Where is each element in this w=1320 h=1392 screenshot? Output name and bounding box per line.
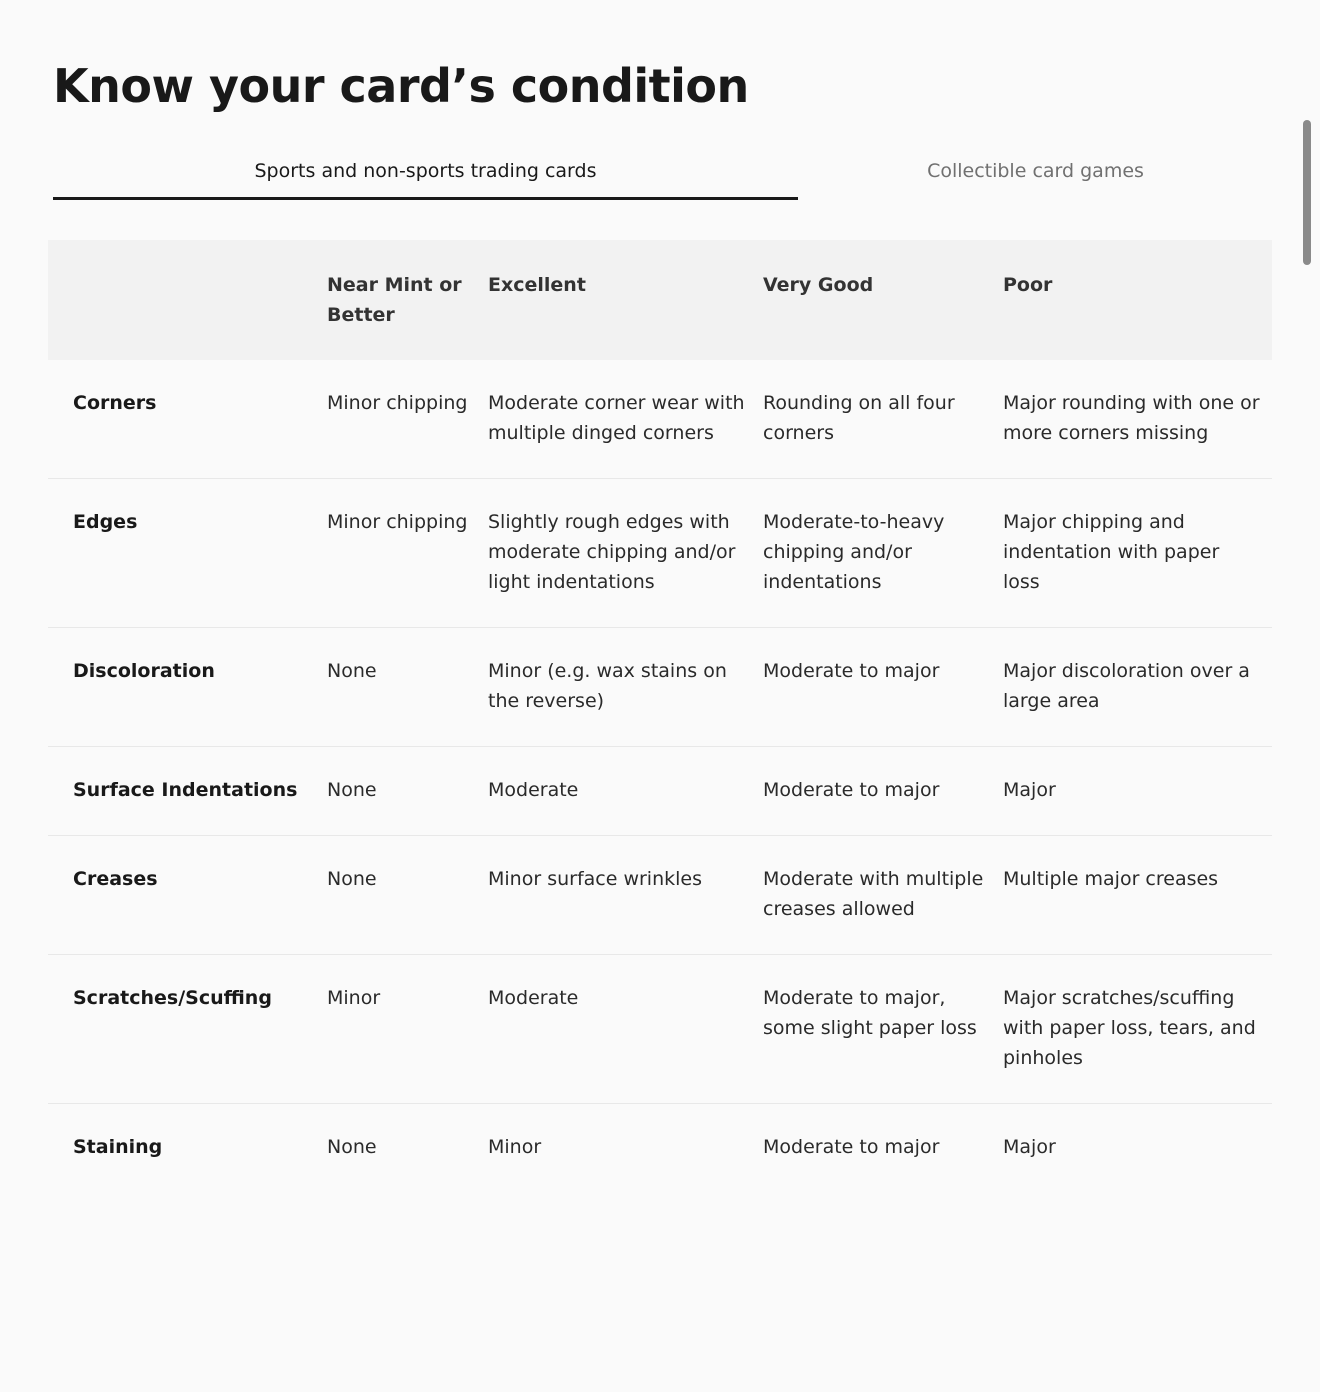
table-cell: Minor chipping <box>327 360 488 479</box>
table-cell: None <box>327 628 488 747</box>
table-cell: Major chipping and indentation with paper loss <box>1003 479 1272 628</box>
row-label: Staining <box>73 1136 163 1158</box>
row-label: Corners <box>48 360 327 479</box>
table-cell: Multiple major creases <box>1003 836 1272 955</box>
row-label: Scratches/Scuffing <box>48 955 327 1104</box>
table-cell: Major rounding with one or more corners missing <box>1003 360 1272 479</box>
table-cell: Major <box>1003 1136 1056 1158</box>
table-cell: Moderate-to-heavy chipping and/or indentations <box>763 479 1003 628</box>
table-row <box>48 836 1272 955</box>
table-cell: Moderate with multiple creases allowed <box>763 836 1003 955</box>
header-near-mint: Near Mint or Better <box>327 274 462 326</box>
table-row <box>48 360 1272 479</box>
table-cell: Moderate <box>488 747 763 836</box>
table-cell: Slightly rough edges with moderate chipping and/or light indentations <box>488 479 763 628</box>
table-cell: Moderate to major <box>763 747 1003 836</box>
header-poor: Poor <box>1003 274 1053 296</box>
table-row <box>48 479 1272 628</box>
table-cell: Moderate to major <box>763 1136 940 1158</box>
row-label: Edges <box>48 479 327 628</box>
condition-tabs <box>53 140 1273 200</box>
table-row <box>48 628 1272 747</box>
tab-collectible-card-games[interactable]: Collectible card games <box>927 160 1144 182</box>
header-very-good: Very Good <box>763 274 874 296</box>
table-cell: Minor chipping <box>327 479 488 628</box>
table-cell: Moderate to major, some slight paper loss <box>763 955 1003 1104</box>
table-cell: Major <box>1003 747 1272 836</box>
row-label: Surface Indentations <box>48 747 327 836</box>
table-row <box>48 1104 1272 1193</box>
table-cell: Moderate to major <box>763 628 1003 747</box>
table-cell: None <box>327 1136 377 1158</box>
table-cell: Major discoloration over a large area <box>1003 628 1272 747</box>
table-cell: Moderate corner wear with multiple dinged corners <box>488 360 763 479</box>
table-cell: Minor <box>327 955 488 1104</box>
table-cell: None <box>327 747 488 836</box>
header-blank <box>48 240 327 360</box>
table-row <box>48 747 1272 836</box>
table-row <box>48 955 1272 1104</box>
header-excellent: Excellent <box>488 274 586 296</box>
row-label: Discoloration <box>48 628 327 747</box>
table-cell: Moderate <box>488 955 763 1104</box>
tab-sports-trading-cards[interactable]: Sports and non-sports trading cards <box>53 140 798 200</box>
scrollbar-thumb[interactable] <box>1303 120 1311 265</box>
table-cell: Rounding on all four corners <box>763 360 1003 479</box>
table-cell: None <box>327 836 488 955</box>
table-cell: Minor (e.g. wax stains on the reverse) <box>488 628 763 747</box>
page-title: Know your card’s condition <box>53 59 749 113</box>
condition-table <box>48 240 1272 1192</box>
table-cell: Minor <box>488 1136 542 1158</box>
table-cell: Minor surface wrinkles <box>488 836 763 955</box>
table-cell: Major scratches/scuffing with paper loss, tears, and pinholes <box>1003 955 1272 1104</box>
row-label: Creases <box>48 836 327 955</box>
table-header-row <box>48 240 1272 360</box>
